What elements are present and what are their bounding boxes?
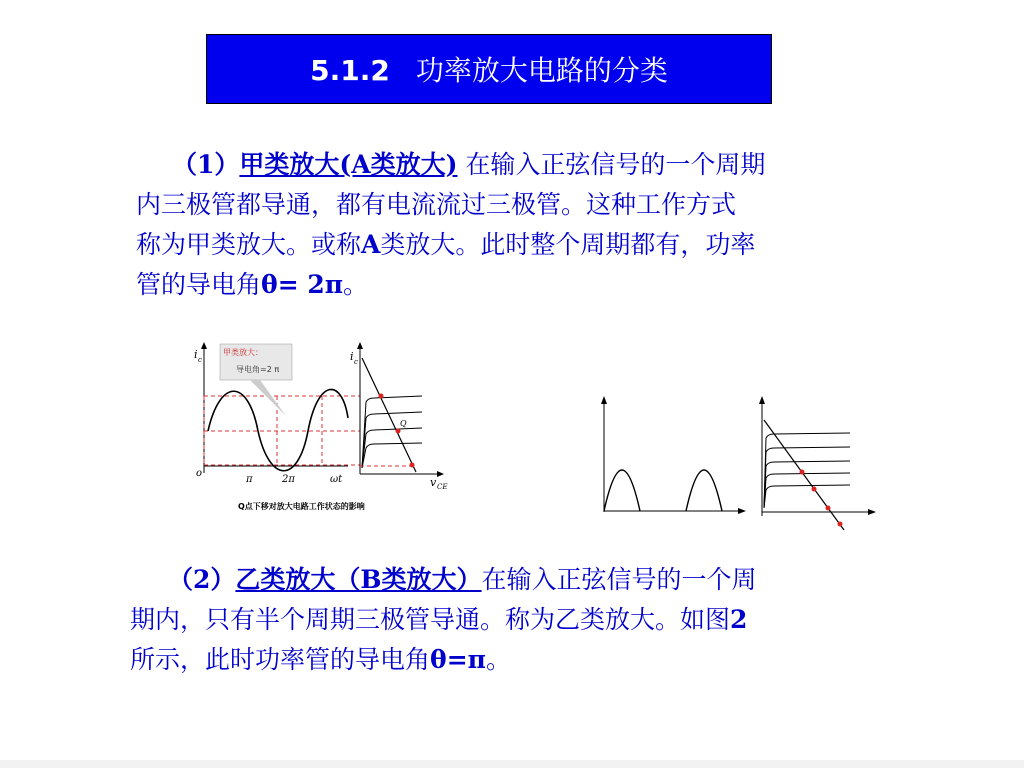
p1-line3-b: A — [361, 230, 381, 259]
right-y-arrow — [357, 342, 363, 349]
p1-prefix: （1） — [172, 150, 240, 179]
point-b — [838, 522, 843, 527]
left-origin: o — [196, 468, 203, 479]
label-q: Q — [400, 419, 407, 428]
p1-line4-a: 管的导电角 — [136, 270, 262, 299]
p2-line-2 — [130, 600, 980, 640]
char-curve — [362, 428, 422, 468]
p1-line4-b: θ= 2π — [261, 270, 344, 299]
p1-line4-c: 。 — [343, 270, 369, 299]
paragraph-class-a — [136, 145, 986, 305]
xlabel-wt: ωt — [330, 474, 343, 485]
footer-bar — [0, 760, 1024, 768]
p1-line1-rest: 在输入正弦信号的一个周期 — [457, 150, 766, 179]
left-ylabel: i — [194, 348, 198, 361]
sine-wave — [208, 389, 348, 470]
halfwave-plot — [601, 396, 746, 514]
figure-class-b — [592, 394, 882, 534]
tick-2pi: 2π — [282, 474, 295, 485]
title-text: 功率放大电路的分类 — [415, 54, 668, 87]
char-curve — [764, 461, 850, 508]
legend-title: 甲类放大： — [223, 348, 263, 357]
point-b — [826, 506, 831, 511]
point-b — [800, 470, 805, 475]
left-y-arrow — [201, 342, 207, 349]
hw-y-arrow — [601, 396, 607, 404]
point-q — [396, 429, 401, 434]
left-plot — [194, 342, 360, 485]
p1-line3-a: 称为甲类放大。或称 — [136, 230, 362, 259]
term-class-a: 甲类放大(A类放大) — [239, 150, 458, 179]
p2-line3-b: θ=π — [430, 645, 486, 674]
load-line-b — [764, 420, 844, 530]
b-y-arrow — [759, 396, 765, 404]
char-plot-b — [759, 396, 876, 530]
right-ylabel-sub: c — [354, 358, 358, 366]
half-wave — [686, 470, 722, 511]
char-curve — [764, 485, 850, 508]
right-xlabel: v — [430, 476, 437, 489]
char-curve — [764, 433, 850, 508]
p1-line3-c: 类放大。此时整个周期都有，功率 — [380, 230, 756, 259]
p2-line2-a: 期内，只有半个周期三极管导通。称为乙类放大。如图 — [130, 605, 731, 634]
title-number: 5.1.2 — [310, 54, 390, 87]
point-min — [410, 463, 415, 468]
hw-x-arrow — [738, 508, 746, 514]
p2-line1-rest: 在输入正弦信号的一个周 — [481, 565, 757, 594]
char-curve — [362, 396, 422, 468]
legend-pointer — [250, 380, 286, 416]
point-max — [379, 394, 384, 399]
p2-line-3 — [130, 640, 980, 680]
paragraph-class-b — [130, 560, 980, 680]
legend-angle: 导电角=2 π — [236, 365, 280, 374]
term-class-b: 乙类放大（B类放大） — [235, 565, 482, 594]
p1-line-3 — [136, 225, 986, 265]
slide-title-box — [206, 34, 772, 104]
right-x-arrow — [437, 471, 444, 477]
tick-pi: π — [246, 474, 253, 485]
p2-line2-b: 2 — [730, 605, 748, 634]
p2-prefix: （2） — [168, 565, 236, 594]
figure-caption: Q点下移对放大电路工作状态的影响 — [238, 502, 365, 511]
point-b — [812, 487, 817, 492]
p1-line-4 — [136, 265, 986, 305]
right-ylabel: i — [350, 350, 354, 363]
slide-title — [310, 49, 668, 89]
half-wave — [604, 470, 640, 511]
right-plot — [350, 342, 447, 491]
p2-line-1 — [130, 560, 980, 600]
p2-line3-c: 。 — [485, 645, 511, 674]
left-ylabel-sub: c — [198, 356, 202, 364]
right-xlabel-sub: CE — [437, 483, 448, 491]
p1-line-1 — [136, 145, 986, 185]
b-x-arrow — [868, 509, 876, 515]
char-curve — [764, 447, 850, 508]
figure-class-a — [190, 338, 460, 518]
p2-line3-a: 所示，此时功率管的导电角 — [130, 645, 431, 674]
p1-line-2: 内三极管都导通，都有电流流过三极管。这种工作方式 — [136, 190, 737, 219]
